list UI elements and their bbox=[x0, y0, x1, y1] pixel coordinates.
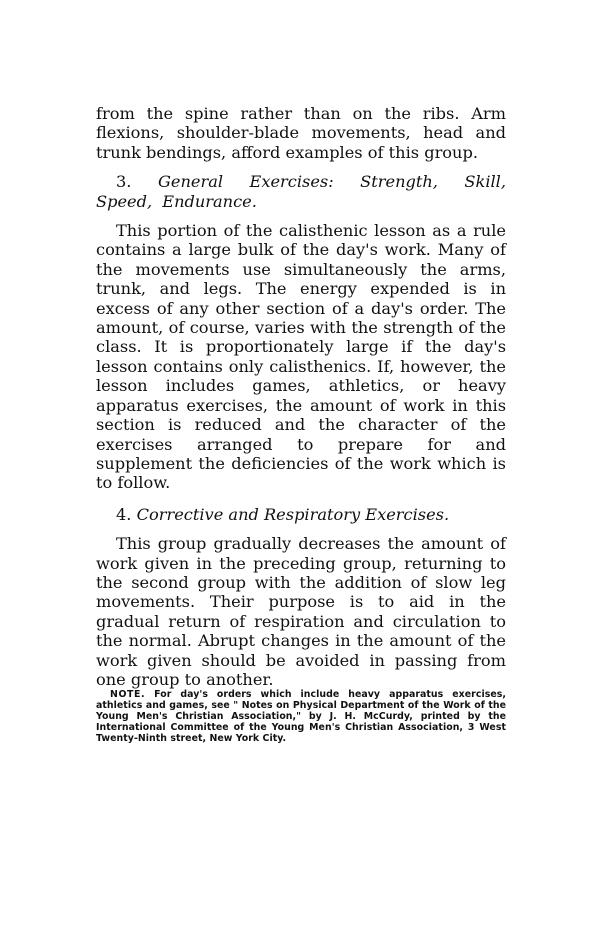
paragraph-intro-continuation: from the spine rather than on the ribs. Arm flexions, shoulder-blade movements, head and trunk bendings, afford examples of this group. bbox=[96, 104, 506, 162]
footnote-text: For day's orders which include heavy apparatus exercises, athletics and games, see " Notes on Physical Department of the Work of the Young Men's Christian Association," by J. H. McCurdy, printed by the International Committee of the Young Men's Christian Association, 3 West Twenty-Ninth street, New York City. bbox=[96, 689, 506, 745]
footnote-label: NOTE. bbox=[110, 689, 146, 701]
section-3-number: 3. bbox=[116, 172, 132, 192]
section-4-body: This group gradually decreases the amount of work given in the preceding group, returning to the second group with the addition of slow leg movements. Their purpose is to aid in the gradual return of respiration and circulation to the normal. Abrupt changes in the amount of the work given should be avoided in passing from one group to another. bbox=[96, 534, 506, 689]
section-4-title: Corrective and Respiratory Exercises. bbox=[136, 504, 450, 524]
section-3-title: General Exercises: Strength, Skill, Speed, Endurance. bbox=[96, 172, 506, 211]
section-3-heading bbox=[96, 172, 506, 211]
section-4-heading bbox=[96, 505, 506, 524]
footnote bbox=[96, 689, 506, 744]
section-3-body: This portion of the calisthenic lesson as a rule contains a large bulk of the day's work. Many of the movements use simultaneously the arms, trunk, and legs. The energy expended is in excess of any other section of a day's order. The amount, of course, varies with the strength of the class. It is proportionately large if the day's lesson contains only calisthenics. If, however, the lesson includes games, athletics, or heavy apparatus exercises, the amount of work in this section is reduced and the character of the exercises arranged to prepare for and supplement the deficiencies of the work which is to follow. bbox=[96, 221, 506, 493]
section-4-number: 4. bbox=[116, 504, 132, 524]
page-body bbox=[96, 104, 506, 744]
